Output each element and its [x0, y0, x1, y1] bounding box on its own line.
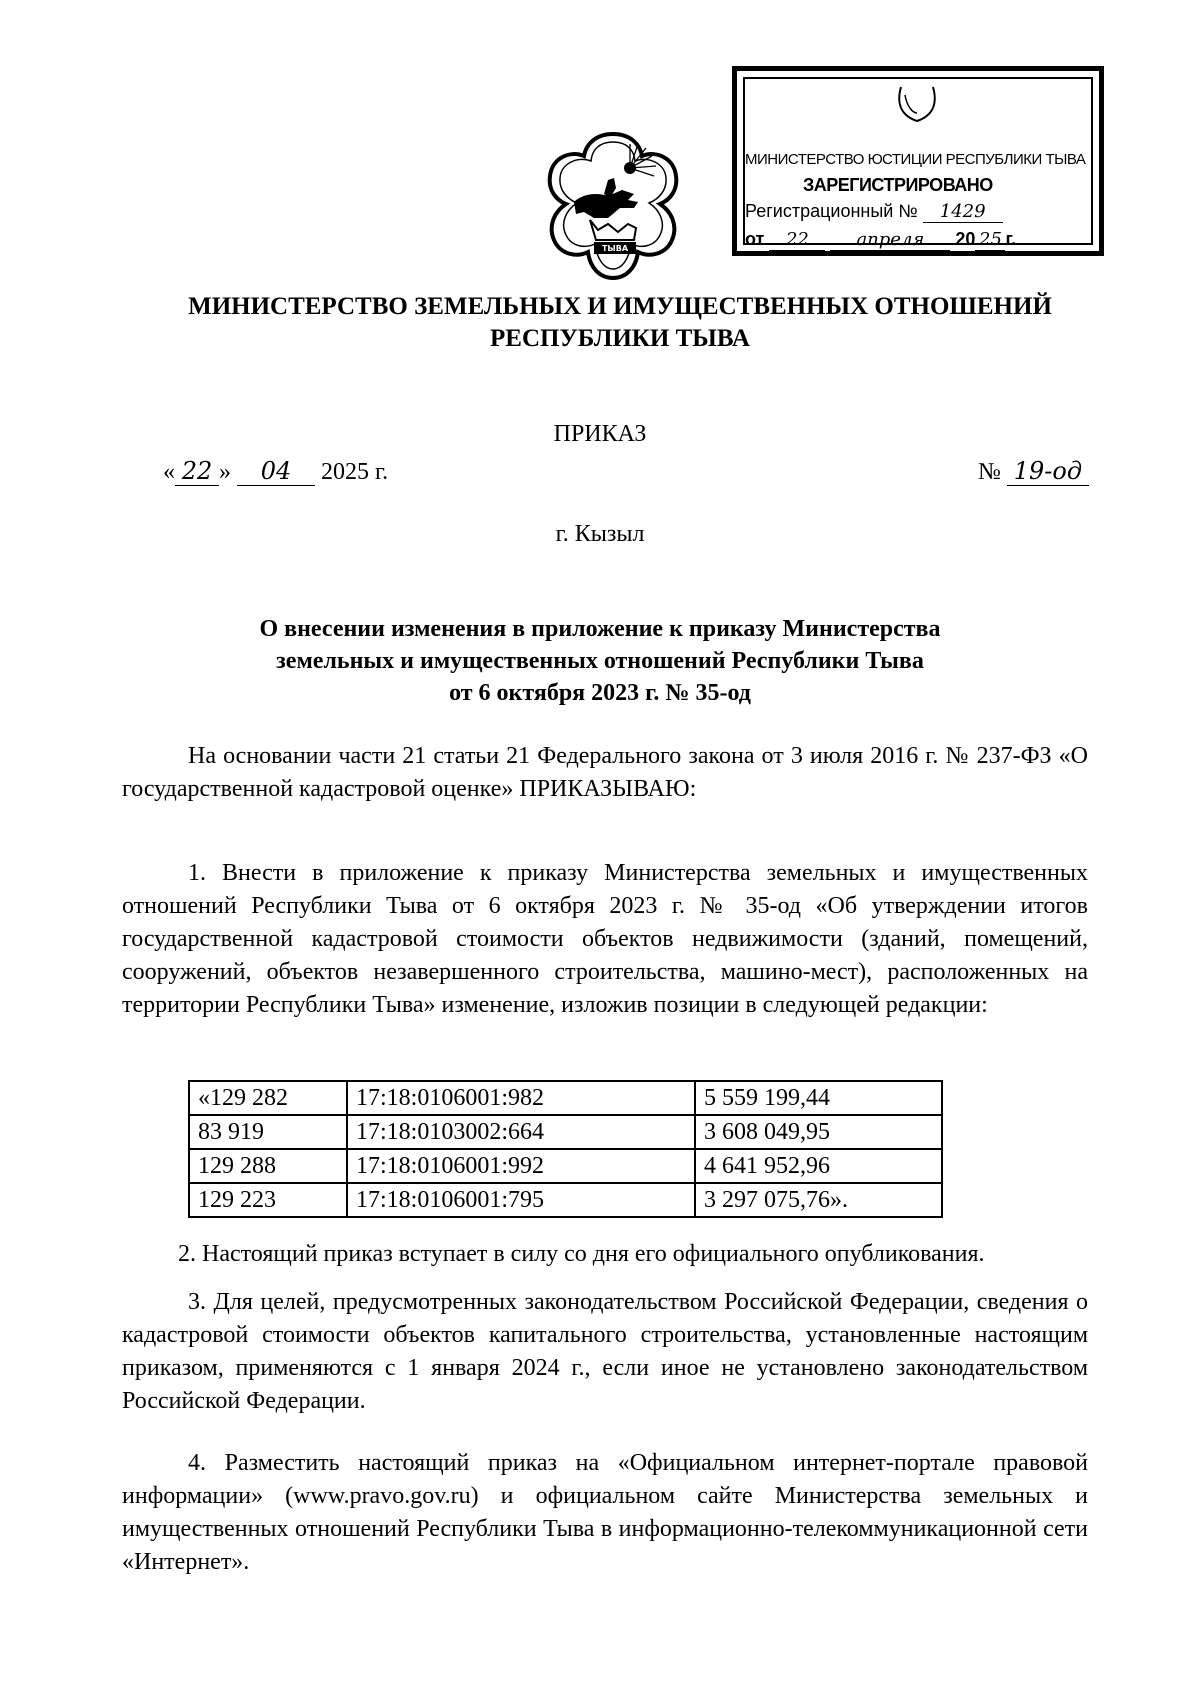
table-cell-number: 129 288: [189, 1149, 347, 1183]
table-cell-number: «129 282: [189, 1081, 347, 1115]
ministry-title-line1: МИНИСТЕРСТВО ЗЕМЕЛЬНЫХ И ИМУЩЕСТВЕННЫХ ОТНОШЕНИЙ: [188, 293, 1052, 320]
table-cell-cadastral: 17:18:0103002:664: [347, 1115, 695, 1149]
order-subject: [150, 613, 1050, 709]
number-label: №: [978, 459, 1001, 485]
stamp-date-line: [745, 229, 1016, 251]
stamp-reg-number-line: [745, 201, 1003, 223]
preamble-text: На основании части 21 статьи 21 Федерального закона от 3 июля 2016 г. № 237-ФЗ «О государственной кадастровой оценке» ПРИКАЗЫВАЮ:: [122, 743, 1088, 802]
table-cell-cadastral: 17:18:0106001:992: [347, 1149, 695, 1183]
stamp-registered-line: ЗАРЕГИСТРИРОВАНО: [803, 175, 993, 195]
table-row: [189, 1149, 942, 1183]
date-day: 22: [175, 457, 219, 486]
table-row: [189, 1183, 942, 1217]
table-cell-value: 3 608 049,95: [695, 1115, 942, 1149]
subject-line3: от 6 октября 2023 г. № 35-од: [449, 680, 751, 706]
coat-of-arms-emblem: [538, 128, 688, 283]
date-open-quote: «: [163, 459, 175, 485]
subject-line2: земельных и имущественных отношений Республики Тыва: [276, 648, 924, 674]
table-cell-number: 129 223: [189, 1183, 347, 1217]
stamp-reg-label: Регистрационный №: [745, 201, 918, 221]
item1-text: 1. Внести в приложение к приказу Министерства земельных и имущественных отношений Республики Тыва от 6 октября 2023 г. № 35-од «Об утверждении итогов государственной кадастровой стоимости объектов недвижимости (зданий, помещений, сооружений, объектов незавершенного строительства, машино-мест), расположенных на территории Республики Тыва» изменение, изложив позиции в следующей редакции:: [122, 860, 1088, 1018]
order-date: [163, 457, 388, 486]
stamp-date-day: 22: [769, 229, 825, 251]
item1-paragraph: [122, 857, 1088, 1022]
table-cell-number: 83 919: [189, 1115, 347, 1149]
number-value: 19-од: [1007, 457, 1089, 486]
item2-paragraph: [122, 1238, 1088, 1271]
item3-text: 3. Для целей, предусмотренных законодательством Российской Федерации, сведения о кадастровой стоимости объектов капитального строительства, установленные настоящим приказом, применяются с 1 января 2024 г., если иное не установлено законодательством Российской Федерации.: [122, 1289, 1088, 1414]
stamp-reg-number: 1429: [923, 201, 1003, 223]
stamp-date-suffix: г.: [1005, 229, 1017, 249]
item3-paragraph: [122, 1286, 1088, 1418]
item4-paragraph: [122, 1447, 1088, 1579]
date-year: 2025 г.: [321, 459, 389, 485]
stamp-date-year-suffix: 25: [975, 229, 1005, 251]
table-cell-cadastral: 17:18:0106001:795: [347, 1183, 695, 1217]
registration-stamp: [732, 66, 1104, 256]
stamp-date-month: апреля: [830, 229, 950, 251]
city-name: г. Кызыл: [555, 521, 645, 547]
date-month: 04: [237, 457, 315, 486]
stamp-emblem-icon: [887, 81, 947, 137]
preamble-paragraph: [122, 740, 1088, 806]
document-type: ПРИКАЗ: [553, 421, 647, 447]
table-cell-value: 3 297 075,76».: [695, 1183, 942, 1217]
ministry-title-line2: РЕСПУБЛИКИ ТЫВА: [490, 325, 750, 352]
table-cell-value: 4 641 952,96: [695, 1149, 942, 1183]
table-row: [189, 1081, 942, 1115]
stamp-date-prefix: от: [745, 229, 765, 249]
date-close-quote: »: [219, 459, 231, 485]
ministry-title: [120, 291, 1120, 355]
stamp-date-year-prefix: 20: [955, 229, 976, 249]
table-cell-value: 5 559 199,44: [695, 1081, 942, 1115]
stamp-ministry-line: МИНИСТЕРСТВО ЮСТИЦИИ РЕСПУБЛИКИ ТЫВА: [745, 151, 1086, 168]
subject-line1: О внесении изменения в приложение к приказу Министерства: [259, 616, 941, 642]
table-row: [189, 1115, 942, 1149]
item2-text: 2. Настоящий приказ вступает в силу со дня его официального опубликования.: [178, 1241, 985, 1267]
cadastral-table: [188, 1080, 943, 1218]
order-number: [978, 457, 1089, 486]
item4-text: 4. Разместить настоящий приказ на «Официальном интернет-портале правовой информации» (www.pravo.gov.ru) и официальном сайте Министерства земельных и имущественных отношений Республики Тыва в информационно-телекоммуникационной сети «Интернет».: [122, 1450, 1088, 1575]
table-cell-cadastral: 17:18:0106001:982: [347, 1081, 695, 1115]
svg-text:ТЫВА: ТЫВА: [601, 244, 629, 253]
